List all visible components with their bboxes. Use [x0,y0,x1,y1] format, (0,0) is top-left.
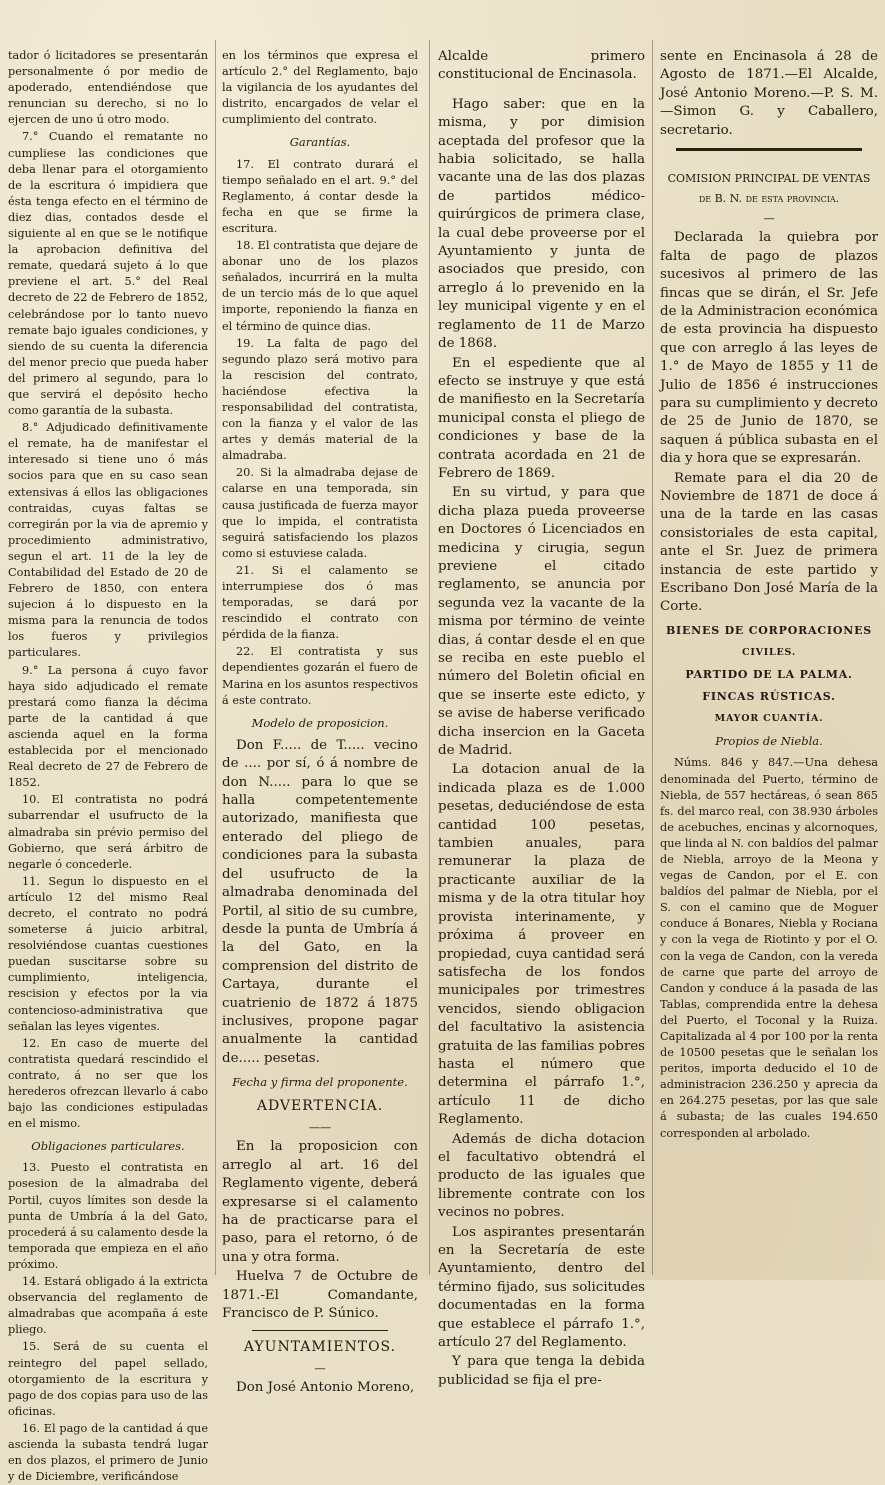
paragraph: 14. Estará obligado á la extricta observancia del reglamento de almadrabas que acompaña á este pliego. [8,1275,208,1337]
paragraph: Los aspirantes presentarán en la Secretaría de este Ayuntamiento, dentro del término fijado, sus solicitudes documentadas en la forma que establece el párrafo 1.°, artículo 27 del Reglamento. [438,1224,645,1351]
section-heading: COMISION PRINCIPAL DE VENTAS [667,172,871,186]
paragraph: en los términos que expresa el artículo 2.° del Reglamento, bajo la vigilancia de los ayudantes del distrito, encargados de velar el cumplimiento del contrato. [222,49,418,127]
divider: — [314,1361,326,1375]
paragraph: Remate para el dia 20 de Noviembre de 1871 de doce á una de la tarde en las casas consistoriales de esta capital, ante el Sr. Juez de primera instancia de este partido y Escribano Don José María de la Corte. [660,470,878,615]
paragraph: 15. Será de su cuenta el reintegro del papel sellado, otorgamiento de la escritura y pago de dos copias para uso de las oficinas. [8,1340,208,1418]
paragraph: 18. El contratista que dejare de abonar uno de los plazos señalados, incurrirá en la multa de un tercio más de lo que aquel importe, reponiendo la fianza en el término de quince dias. [222,239,418,333]
spacer [438,86,645,96]
paragraph: Don F..... de T..... vecino de .... por sí, ó á nombre de don N..... para lo que se halla competentemente autorizado, manifiesta que enterado del pliego de condiciones para la subasta del usufructo de la almadraba denominada del Portil, al sitio de su cumbre, desde la punta de Umbría á la del Gato, en la comprension del distrito de Cartaya, durante el cuatrienio de 1872 á 1875 inclusives, propone pagar anualmente la cantidad de..... pesetas. [222,737,418,1066]
section-subheading: PARTIDO DE LA PALMA. [685,668,853,682]
section-heading: AYUNTAMIENTOS. [243,1338,397,1355]
paragraph: 11. Segun lo dispuesto en el artículo 12 del mismo Real decreto, el contrato no podrá someterse á juicio arbitral, resolviéndose cuantas cuestiones puedan suscitarse sobre su cumplimiento, inteligencia, rescision y efectos por la via contencioso-administrativa que señalan las leyes vigentes. [8,874,208,1033]
paragraph: Hago saber: que en la misma, y por dimision aceptada del profesor que la habia solicitado, se halla vacante una de las dos plazas de partidos médico-quirúrgicos de primera clase, la cual debe proveerse por el Ayuntamiento y junta de asociados que presido, con arreglo á lo prevenido en la ley municipal vigente y en el reglamento de 11 de Marzo de 1868. [438,96,645,352]
column-rule [429,40,430,1275]
paragraph: Y para que tenga la debida publicidad se fija el pre- [438,1354,645,1388]
paragraph: 10. El contratista no podrá subarrendar el usufructo de la almadraba sin prévio permiso del Gobierno, que será árbitro de negarle ó concederle. [8,793,208,871]
column-1 [8,48,208,1484]
paragraph: Don José Antonio Moreno, [236,1379,415,1395]
signature-line: Fecha y firma del proponente. [232,1075,408,1090]
paragraph: sente en Encinasola á 28 de Agosto de 1871.—El Alcalde, José Antonio Moreno.—P. S. M.—Simon G. y Caballero, secretario. [660,49,878,138]
column-4 [660,48,878,1270]
paragraph: La dotacion anual de la indicada plaza es de 1.000 pesetas, deduciéndose de esta cantidad 100 pesetas, tambien anuales, para remunerar la plaza de practicante auxiliar de la misma y de la otra titular hoy provista interinamente, y próxima á proveer en propiedad, cuya cantidad será satisfecha de los fondos municipales por trimestres vencidos, siendo obligacion del facultativo la asistencia gratuita de las familias pobres hasta el número que determina el párrafo 1.°, artículo 11 de dicho Reglamento. [438,762,646,1128]
paragraph: 8.° Adjudicado definitivamente el remate, ha de manifestar el interesado si tiene uno ó más socios para que en su caso sean extensivas á ellos las obligaciones contraidas, cuyas faltas se corregirán por la via de apremio y procedimiento administrativo, segun el art. 11 de la ley de Contabilidad del Estado de 20 de Febrero de 1850, con entera sujecion á lo dispuesto en la misma para la renuncia de todos los fueros y privilegios particulares. [8,421,208,660]
paragraph: 22. El contratista y sus dependientes gozarán el fuero de Marina en los asuntos respectivos á este contrato. [222,645,418,707]
paragraph: En el espediente que al efecto se instruye y que está de manifiesto en la Secretaría municipal consta el pliego de condiciones y base de la contrata acordada en 21 de Febrero de 1869. [438,355,645,481]
paragraph: 16. El pago de la cantidad á que ascienda la subasta tendrá lugar en dos plazos, el primero de Junio y de Diciembre, verificándose [8,1421,208,1484]
section-heading: Modelo de proposicion. [251,715,389,730]
paragraph: 21. Si el calamento se interrumpiese dos ó mas temporadas, se dará por rescindido el contrato con pérdida de la fianza. [222,563,418,642]
paragraph: 12. En caso de muerte del contratista quedará rescindido el contrato, á no ser que los herederos ofrezcan llevarlo á cabo bajo las condiciones estipuladas en el mismo. [8,1036,208,1131]
divider: — [763,212,775,226]
column-2 [222,48,418,1395]
column-rule [652,40,653,1275]
section-subheading: Propios de Niebla. [715,734,823,749]
section-heading: Garantías. [289,135,351,150]
paragraph: 20. Si la almadraba dejase de calarse en una temporada, sin causa justificada de fuerza mayor que lo impida, el contratista seguirá satisfaciendo los plazos como si estuviese calada. [222,466,418,560]
divider [676,148,862,151]
section-heading: BIENES DE CORPORACIONES [665,623,873,637]
paragraph: En la proposicion con arreglo al art. 16 del Reglamento vigente, deberá expresarse si el calamento ha de practicarse para el paso, para el retorno, ó de una y otra forma. [222,1139,418,1265]
paragraph: Alcalde primero constitucional de Encinasola. [438,49,645,83]
paragraph: Huelva 7 de Octubre de 1871.-El Comandante, Francisco de P. Súnico. [222,1269,418,1322]
section-heading: Obligaciones particulares. [31,1139,185,1154]
paragraph: Declarada la quiebra por falta de pago de plazos sucesivos al primero de las fincas que se dirán, el Sr. Jefe de la Administracion económica de esta provincia ha dispuesto que con arreglo á las leyes de 1.° de Mayo de 1855 y 11 de Julio de 1856 é instrucciones para su cumplimiento y decreto de 25 de Junio de 1870, se saquen á pública subasta en el dia y hora que se expresarán. [660,230,878,467]
divider [252,1330,388,1331]
section-heading: ADVERTENCIA. [256,1098,384,1115]
section-subheading: CIVILES. [742,646,796,658]
paragraph: Núms. 846 y 847.—Una dehesa denominada del Puerto, término de Niebla, de 557 hectáreas, ó sean 865 fs. del marco real, con 38.930 árboles de acebuches, encinas y alcornoques, que linda al N. con baldíos del palmar de Niebla, arroyo de la Meona y vegas de Candon, por el E. con baldíos del palmar de Niebla, por el S. con el camino que de Moguer conduce á Bonares, Niebla y Rociana y con la vega de Riotinto y por el O. con la vega de Candon, con la vereda de carne que parte del arroyo de Candon y conduce á la pasada de las Tablas, comprendida entre la dehesa del Puerto, el Toconal y la Ruiza. Capitalizada al 4 por 100 por la renta de 10500 pesetas que le señalan los peritos, importa deducido el 10 de administracion 236.250 y aprecia da en 264.275 pesetas, por las que sale á subasta; de las cuales 194.650 corresponden al arbolado. [660,756,878,1140]
paragraph: 7.° Cuando el rematante no cumpliese las condiciones que deba llenar para el otorgamiento de la escritura ó impidiera que ésta tenga efecto en el término de diez dias, contados desde el siguiente al en que se le notifique la aprobacion definitiva del remate, quedará sujeto á lo que previene el art. 5.° del Real decreto de 22 de Febrero de 1852, celebrándose por lo tanto nuevo remate bajo iguales condiciones, y siendo de su cuenta la diferencia del menor precio que pueda haber del primero al segundo, para lo que servirá el depósito hecho como garantía de la subasta. [8,130,208,418]
paragraph: 19. La falta de pago del segundo plazo será motivo para la rescision del contrato, haciéndose efectiva la responsabilidad del contratista, con la fianza y el valor de las artes y demás material de la almadraba. [222,336,418,463]
column-3 [438,48,646,1388]
paragraph: Además de dicha dotacion el facultativo obtendrá el producto de las iguales que libremente contrate con los vecinos no pobres. [438,1131,645,1221]
section-subheading: de B. N. de esta provincia. [698,192,840,206]
paragraph: 13. Puesto el contratista en posesion de la almadraba del Portil, cuyos límites son desde la punta de Umbría á la del Gato, procederá á su calamento desde la temporada que empieza en el año próximo. [8,1161,208,1271]
section-subheading: FINCAS RÚSTICAS. [702,690,836,704]
paragraph: tador ó licitadores se presentarán personalmente ó por medio de apoderado, entendiéndose que renuncian su derecho, si no lo ejercen de uno ú otro modo. [8,49,208,127]
paragraph: En su virtud, y para que dicha plaza pueda proveerse en Doctores ó Licenciados en medicina y cirugia, segun previene el citado reglamento, se anuncia por segunda vez la vacante de la misma por término de veinte dias, á contar desde el en que se reciba en este pueblo el número del Boletin oficial en que se inserte este edicto, y se avise de haberse verificado dicha insercion en la Gaceta de Madrid. [438,485,645,759]
divider: —— [308,1121,332,1135]
section-subheading: MAYOR CUANTÍA. [714,713,824,725]
paragraph: 9.° La persona á cuyo favor haya sido adjudicado el remate prestará como fianza la décima parte de la cantidad á que ascienda aquel en la forma establecida por el mencionado Real decreto de 27 de Febrero de 1852. [8,663,208,790]
paragraph: 17. El contrato durará el tiempo señalado en el art. 9.° del Reglamento, á contar desde la fecha en que se firme la escritura. [222,157,418,235]
column-rule [215,40,216,1275]
